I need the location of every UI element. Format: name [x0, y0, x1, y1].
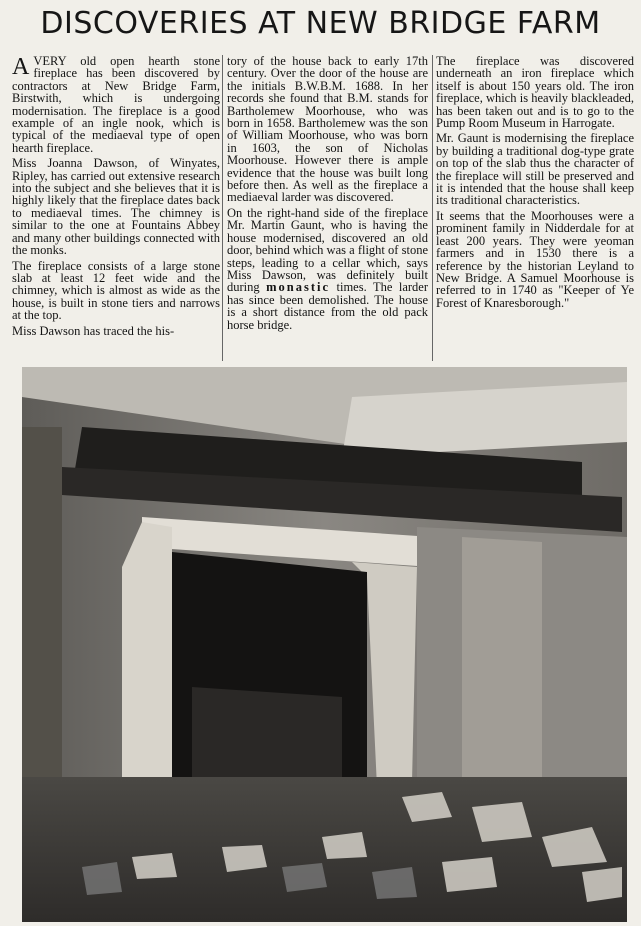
headline: DISCOVERIES AT NEW BRIDGE FARM	[40, 6, 601, 41]
emphasized-word: monastic	[266, 280, 331, 295]
article-column-3	[436, 55, 634, 312]
paragraph-text: On the right-hand side of the fireplace Mr. Martin Gaunt, who is having the house modernised, discovered an old door, behind which was a flight of stone steps, leading to a cellar which, says Miss Dawson, was definitely built during	[227, 205, 428, 295]
paragraph: tory of the house back to early 17th century. Over the door of the house are the initials B.W.B.M. 1688. In her records she found that B.M. stands for Bartholemew Moorhouse, who was born in 1658. Bartholemew was the son of William Moorhouse, who was born in 1603, the son of Nicholas Moorhouse. However there is ample evidence that the house was built long before then. As well as the fireplace a mediaeval larder was discovered.	[227, 54, 428, 205]
paragraph-text: VERY old open hearth stone fireplace has been discovered by contractors at New Bridge Farm, Birstwith, which is undergoing modernisation. The fireplace is a good example of an ingle nook, which is typical of the mediaeval type of open hearth fireplace.	[12, 54, 220, 155]
fireplace-photo	[22, 367, 627, 922]
paragraph: It seems that the Moorhouses were a prominent family in Nidderdale for at least 200 years. They were yeoman farmers and in 1530 there is a reference by the historian Leyland to New Bridge. A Samuel Moorhouse is referred to in 1740 as "Keeper of Ye Forest of Knaresborough."	[436, 208, 634, 310]
paragraph-text: times. The larder has since been demolished. The house is a short distance from the old pack horse bridge.	[227, 280, 428, 332]
article-column-1	[12, 55, 220, 340]
paragraph: Miss Dawson has traced the his-	[12, 323, 175, 338]
column-divider	[222, 55, 223, 361]
paragraph: The fireplace was discovered underneath an iron fireplace which itself is about 150 years old. The iron fireplace, which is heavily blackleaded, has been taken out and is to go to the Pump Room Museum in Harrogate.	[436, 54, 634, 131]
drop-cap: A	[12, 54, 30, 80]
paragraph	[12, 55, 220, 154]
paragraph: The fireplace consists of a large stone slab at least 12 feet wide and the chimney, which is almost as wide as the house, is built in stone tiers and narrows at the top.	[12, 258, 220, 323]
paragraph: Miss Joanna Dawson, of Winyates, Ripley, has carried out extensive research into the subject and she believes that it is highly likely that the fireplace dates back to mediaeval times. The chimney is similar to the one at Fountains Abbey and many other buildings connected with the monks.	[12, 156, 220, 258]
column-divider	[432, 55, 433, 361]
paragraph	[227, 207, 428, 331]
paragraph: Mr. Gaunt is modernising the fireplace by building a traditional dog-type grate on top of the slab thus the character of the fireplace will still be preserved and it is intended that the house shall keep its traditional characteristics.	[436, 131, 634, 208]
article-column-2	[227, 55, 428, 334]
